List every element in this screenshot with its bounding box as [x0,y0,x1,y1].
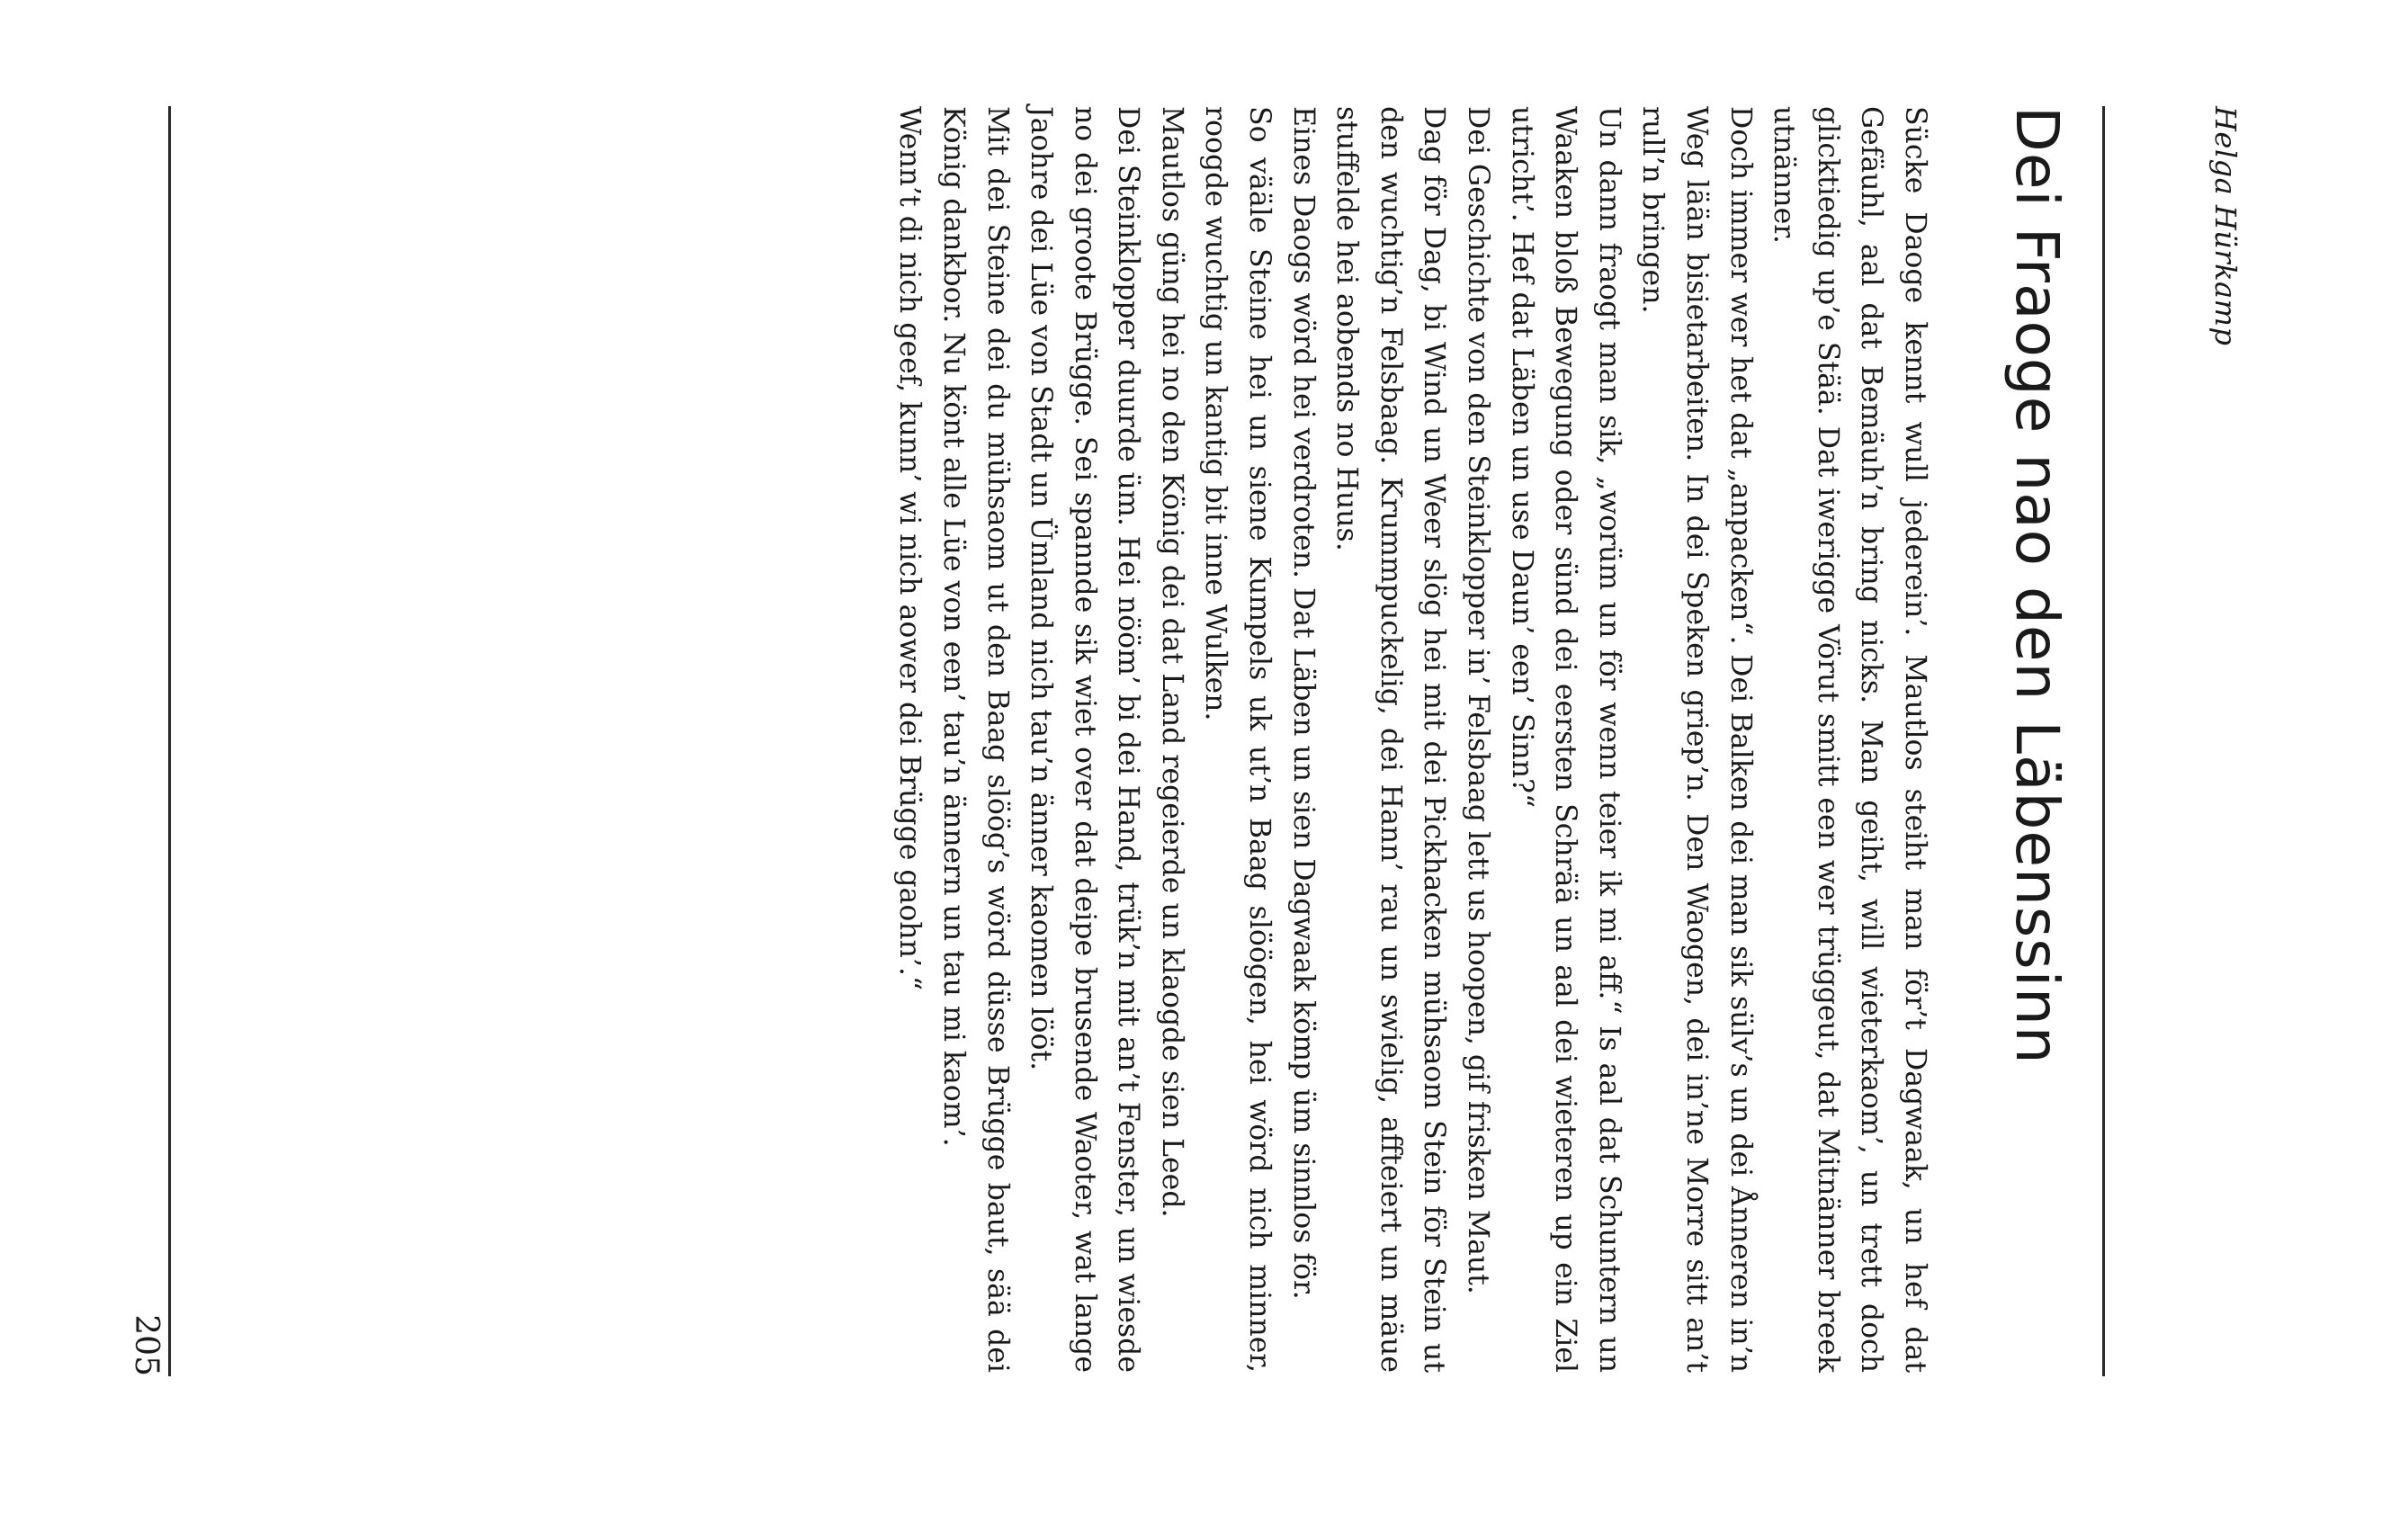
paragraph: Sücke Daoge kennt wull jederein’. Mautlos steiht man för’t Dagwaak, un hef dat Gefäuhl, aal dat Bemäuh’n bring nicks. Man geiht, will wieterkaom’, un trett doch glicktiedig up’e Stää. Dat iwerigge Vörut smitt een wer trüggeut, dat Mitnänner breek utnänner. [1768,106,1931,1373]
page-title: Dei Fraoge nao den Läbenssinn [2002,106,2072,1065]
paragraph: Un dann fraogt man sik, „worüm un för wenn teier ik mi aff.“ Is aal dat Schuntern un Waaken bloß Bewegung oder sünd dei eersten Schrää un aal dei wieteren up ein Ziel utricht’. Hef dat Läben un use Daun’ een’ Sinn?“ [1505,106,1625,1373]
top-rule [2102,106,2105,1376]
page-number: 205 [128,1314,165,1376]
paragraph: Eines Daogs wörd hei verdroten. Dat Läben un sien Dagwaak kömp üm sinnlos för. [1286,106,1320,1300]
author-name: Helga Hürkamp [2208,106,2243,346]
paragraph: Doch immer wer het dat „anpacken“. Dei Balken dei man sik sülv’s un dei Ånneren in’n Weg lään bisietarbeiten. In dei Speken griep’n. Den Waogen, dei in’ne Morre sitt an’t rull’n bringen. [1636,106,1757,1373]
paragraph: Dag för Dag, bi Wind un Weer slög hei mit dei Pickhacken mühsaom Stein för Stein ut den wuchtig’n Felsbaag. Krummpuckelig, dei Hann’ rau un swielig, affteiert un mäue stuffelde hei aobends no Huus. [1330,106,1451,1373]
paragraph: Mit dei Steine dei du mühsaom ut den Baag slöög’s wörd düsse Brügge baut, sää dei König dankbor. Nu könt alle Lüe von een’ tau’n ännern un tau mi kaom’. [936,106,1014,1373]
bottom-rule [168,106,171,1376]
paragraph: Dei Steinklopper duurde üm. Hei nööm’ bi dei Hand, trük’n mit an’t Fenster, un wiesde no dei groote Brügge. Sei spannde sik wiet over dat deipe brusende Waoter, wat lange Jaohre dei Lüe von Stadt un Ümland nich tau’n änner kaomen lööt. [1025,106,1145,1373]
paragraph: Wenn’t di nich geef, kunn’ wi nich aower dei Brügge gaohn’.“ [893,106,927,991]
paragraph: So vääle Steine hei un siene Kumpels uk ut’n Baag slöögen, hei wörd nich minner, roogde wuchtig un kantig bit inne Wulken. [1199,106,1276,1373]
body-text [888,106,1937,1373]
paragraph: Dei Geschichte von den Steinklopper in’ Felsbaag lett us hoopen, gif frisken Maut. [1462,106,1495,1294]
paragraph: Mautlos güng hei no den König dei dat Land regeierde un klaogde sien Leed. [1155,106,1188,1218]
